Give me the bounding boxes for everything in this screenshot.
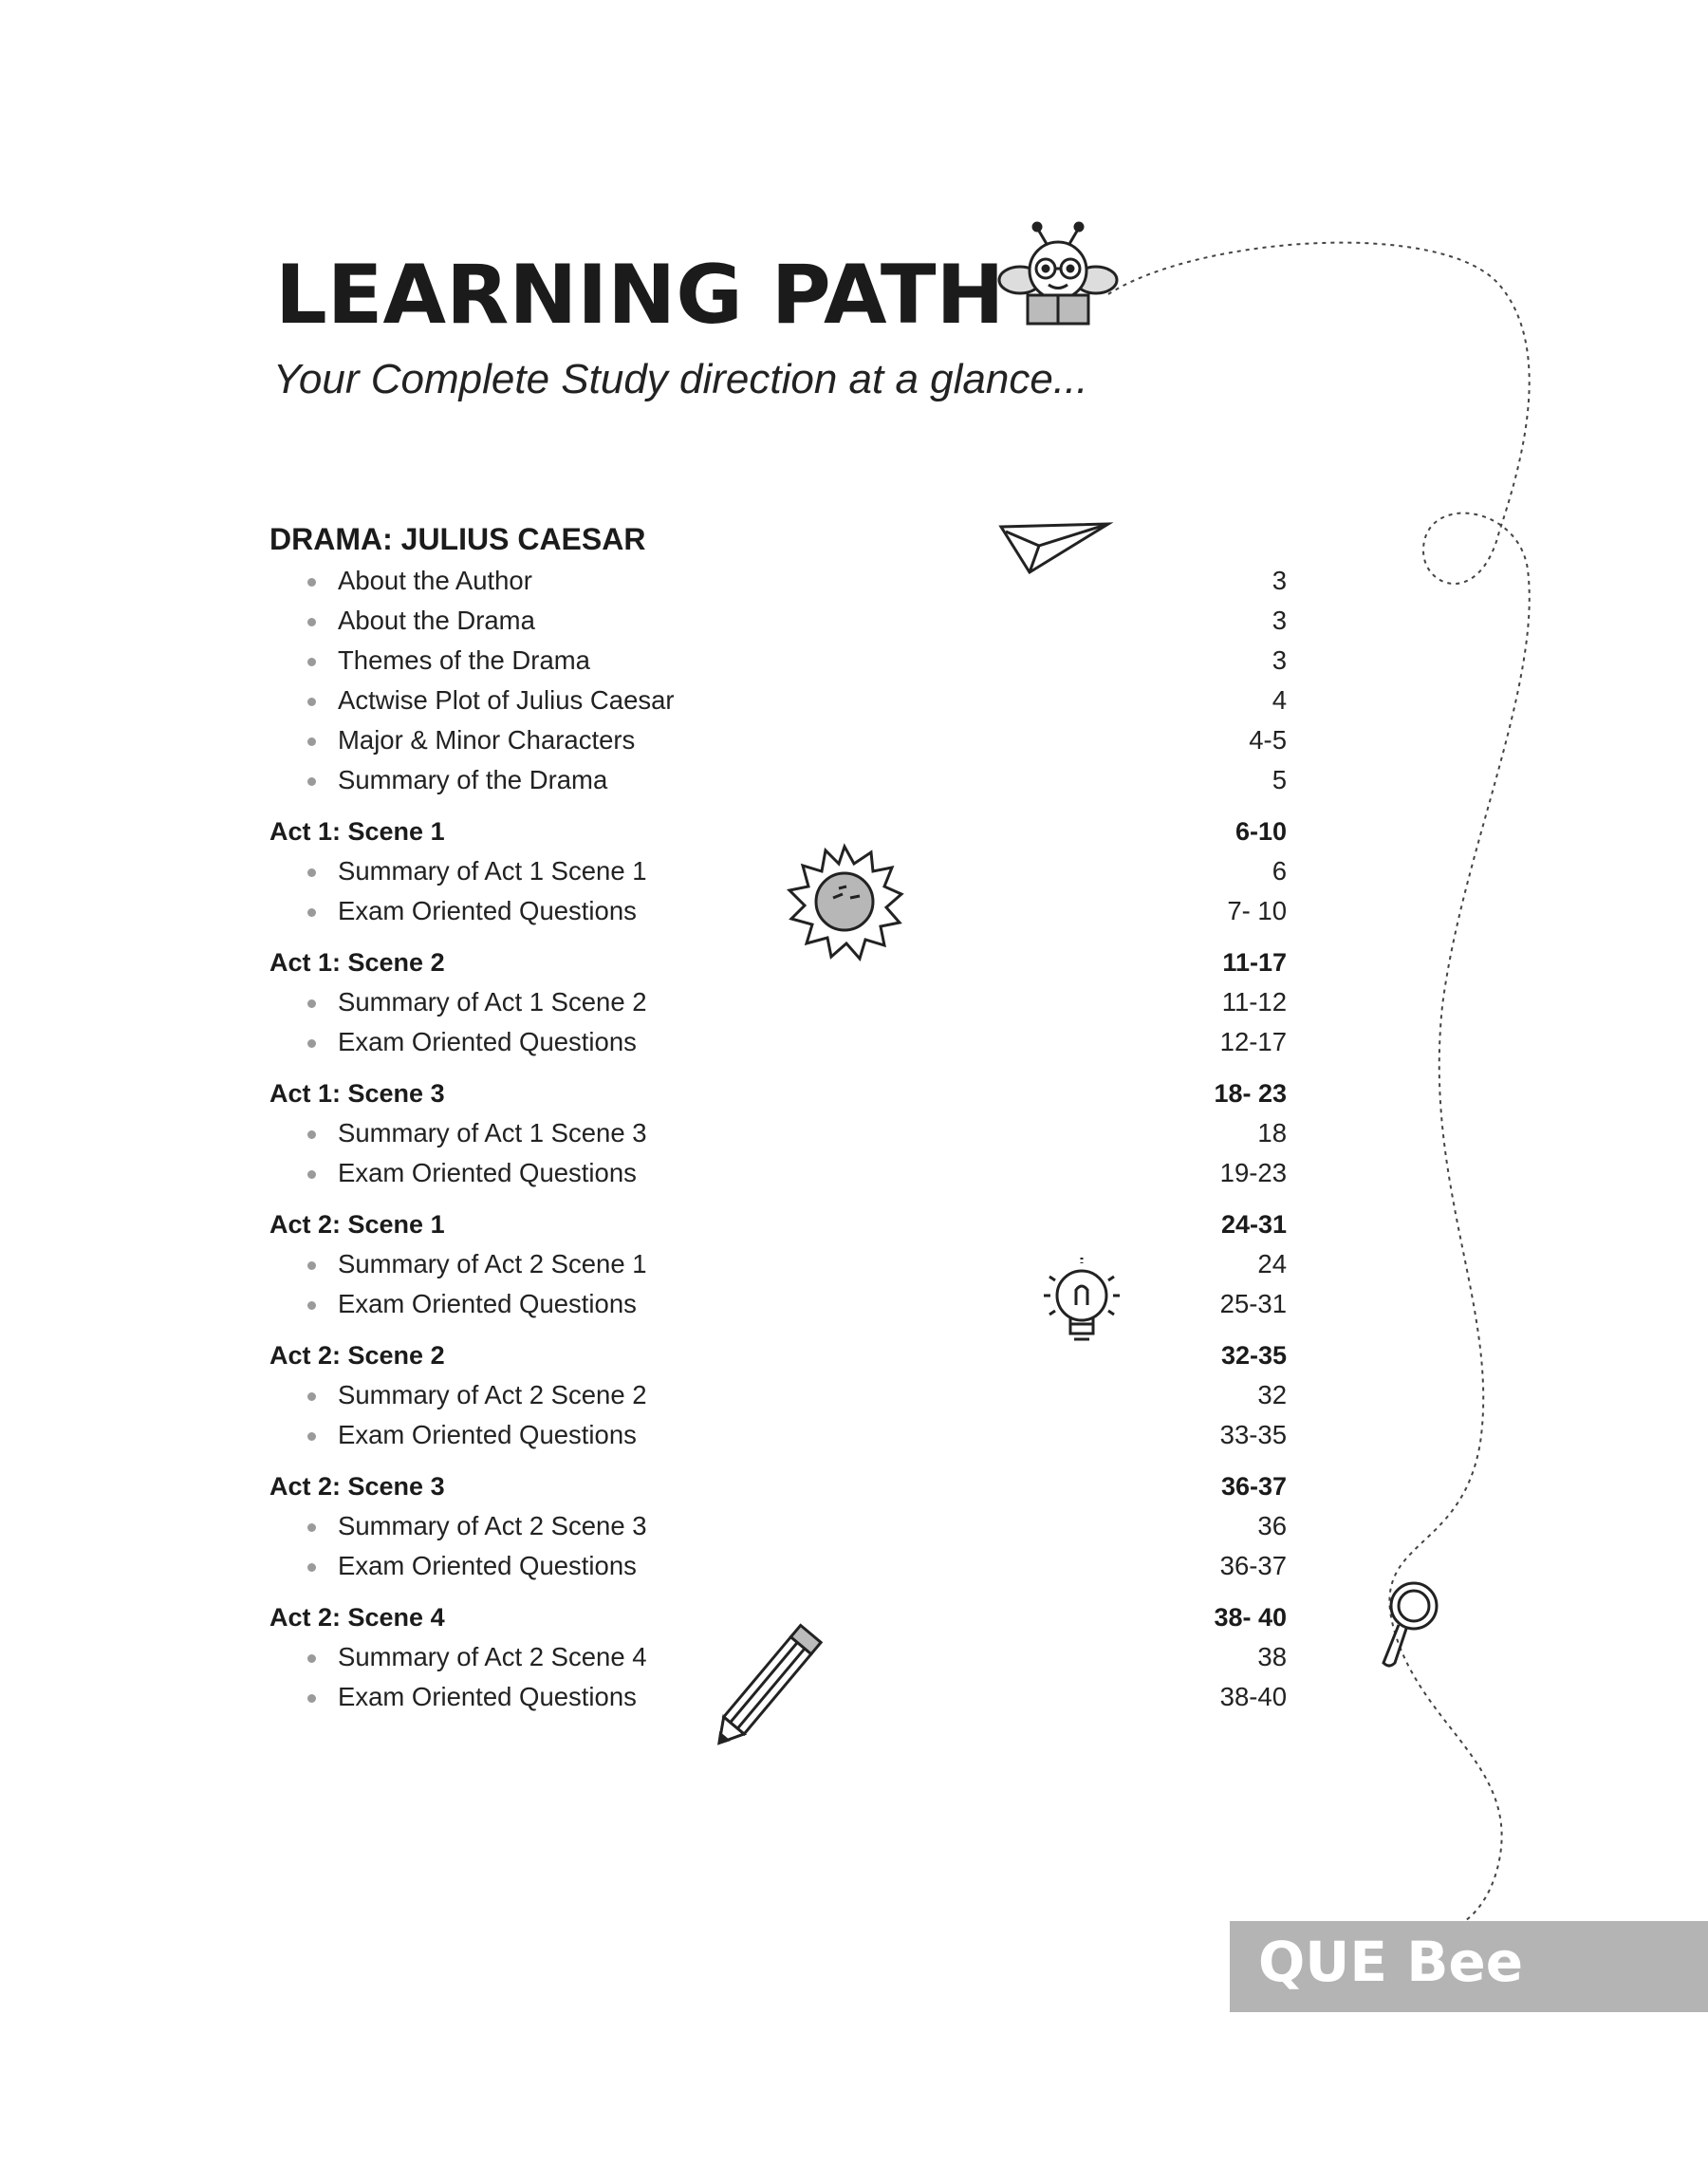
toc-item-page: 18 <box>1257 1118 1287 1147</box>
bee-reading-icon <box>999 223 1117 324</box>
toc-item-label: Exam Oriented Questions <box>269 1415 637 1455</box>
toc-item[interactable] <box>269 561 1287 601</box>
toc-item-page: 19-23 <box>1219 1158 1287 1187</box>
toc-item[interactable] <box>269 1153 1287 1193</box>
toc-item[interactable] <box>269 601 1287 641</box>
toc-item-label: Summary of the Drama <box>269 760 607 800</box>
toc-item[interactable] <box>269 1637 1287 1677</box>
toc-section-title: DRAMA: JULIUS CAESAR <box>269 522 646 556</box>
scene-group <box>269 812 1287 931</box>
toc-item-label: Exam Oriented Questions <box>269 1677 637 1717</box>
toc-item-label: Summary of Act 2 Scene 1 <box>269 1244 647 1284</box>
toc-item-label: Exam Oriented Questions <box>269 1022 637 1062</box>
toc-item-page: 12-17 <box>1219 1027 1287 1056</box>
toc-item-label: Major & Minor Characters <box>269 720 635 760</box>
toc-item-label: About the Drama <box>269 601 535 641</box>
scene-heading[interactable] <box>269 1073 1287 1113</box>
scene-group <box>269 1204 1287 1324</box>
scene-title: Act 2: Scene 4 <box>269 1603 445 1632</box>
magnifier-icon <box>1383 1583 1437 1666</box>
scene-pages: 24-31 <box>1220 1210 1287 1239</box>
toc-item[interactable] <box>269 760 1287 800</box>
brand-banner <box>1230 1921 1708 2012</box>
toc-item-label: Themes of the Drama <box>269 641 590 681</box>
toc-item[interactable] <box>269 1546 1287 1586</box>
scene-pages: 11-17 <box>1222 948 1287 977</box>
scene-pages: 32-35 <box>1220 1341 1287 1370</box>
toc-item-label: Exam Oriented Questions <box>269 891 637 931</box>
toc-item[interactable] <box>269 1677 1287 1717</box>
toc-item-page: 4 <box>1272 685 1287 715</box>
scene-group <box>269 942 1287 1062</box>
scene-title: Act 2: Scene 1 <box>269 1210 445 1239</box>
toc-item[interactable] <box>269 641 1287 681</box>
page-title: LEARNING PATH <box>275 248 1005 343</box>
toc-item-label: About the Author <box>269 561 532 601</box>
toc-item-label: Summary of Act 2 Scene 2 <box>269 1375 647 1415</box>
toc-item[interactable] <box>269 1506 1287 1546</box>
toc-item-label: Actwise Plot of Julius Caesar <box>269 681 675 720</box>
scene-group <box>269 1466 1287 1586</box>
toc-item-page: 38-40 <box>1219 1682 1287 1711</box>
brand-label: QUE Bee <box>1258 1930 1524 1994</box>
scene-title: Act 1: Scene 1 <box>269 817 445 846</box>
toc-item-page: 32 <box>1257 1380 1287 1409</box>
page-subtitle: Your Complete Study direction at a glance... <box>273 356 1088 402</box>
table-of-contents <box>269 517 1287 1717</box>
toc-item-label: Summary of Act 1 Scene 3 <box>269 1113 647 1153</box>
scene-pages: 38- 40 <box>1214 1603 1287 1632</box>
scene-title: Act 2: Scene 3 <box>269 1472 445 1501</box>
scene-heading[interactable] <box>269 812 1287 851</box>
toc-item-label: Summary of Act 2 Scene 3 <box>269 1506 647 1546</box>
scene-title: Act 1: Scene 2 <box>269 948 445 977</box>
toc-item-label: Exam Oriented Questions <box>269 1284 637 1324</box>
toc-item-page: 5 <box>1272 765 1287 794</box>
toc-item-page: 3 <box>1272 645 1287 675</box>
toc-item[interactable] <box>269 1244 1287 1284</box>
toc-item-page: 25-31 <box>1219 1289 1287 1318</box>
toc-item[interactable] <box>269 1284 1287 1324</box>
scene-heading[interactable] <box>269 1335 1287 1375</box>
toc-item[interactable] <box>269 1415 1287 1455</box>
toc-item[interactable] <box>269 851 1287 891</box>
toc-item-page: 33-35 <box>1219 1420 1287 1449</box>
toc-item-page: 4-5 <box>1249 725 1287 755</box>
scene-group <box>269 1335 1287 1455</box>
toc-item-page: 36-37 <box>1219 1551 1287 1580</box>
scene-pages: 36-37 <box>1220 1472 1287 1501</box>
toc-item-page: 3 <box>1272 606 1287 635</box>
toc-item[interactable] <box>269 681 1287 720</box>
toc-item-page: 7- 10 <box>1227 896 1287 925</box>
scene-heading[interactable] <box>269 1466 1287 1506</box>
scene-pages: 6-10 <box>1235 817 1287 846</box>
toc-item[interactable] <box>269 891 1287 931</box>
toc-item-page: 6 <box>1272 856 1287 886</box>
toc-item[interactable] <box>269 720 1287 760</box>
scene-heading[interactable] <box>269 942 1287 982</box>
toc-item[interactable] <box>269 1022 1287 1062</box>
toc-item-label: Exam Oriented Questions <box>269 1546 637 1586</box>
toc-item-label: Summary of Act 2 Scene 4 <box>269 1637 647 1677</box>
toc-item[interactable] <box>269 1375 1287 1415</box>
intro-list <box>269 561 1287 800</box>
toc-item-page: 24 <box>1257 1249 1287 1278</box>
scene-pages: 18- 23 <box>1214 1079 1287 1108</box>
scene-title: Act 2: Scene 2 <box>269 1341 445 1370</box>
toc-item-page: 3 <box>1272 566 1287 595</box>
toc-item-label: Exam Oriented Questions <box>269 1153 637 1193</box>
toc-item[interactable] <box>269 982 1287 1022</box>
scene-group <box>269 1073 1287 1193</box>
toc-item-page: 38 <box>1257 1642 1287 1671</box>
scene-heading[interactable] <box>269 1204 1287 1244</box>
toc-item-label: Summary of Act 1 Scene 1 <box>269 851 647 891</box>
toc-item[interactable] <box>269 1113 1287 1153</box>
toc-item-label: Summary of Act 1 Scene 2 <box>269 982 647 1022</box>
scene-title: Act 1: Scene 3 <box>269 1079 445 1108</box>
toc-item-page: 36 <box>1257 1511 1287 1540</box>
scene-heading[interactable] <box>269 1597 1287 1637</box>
toc-item-page: 11-12 <box>1221 987 1287 1017</box>
scene-group <box>269 1597 1287 1717</box>
